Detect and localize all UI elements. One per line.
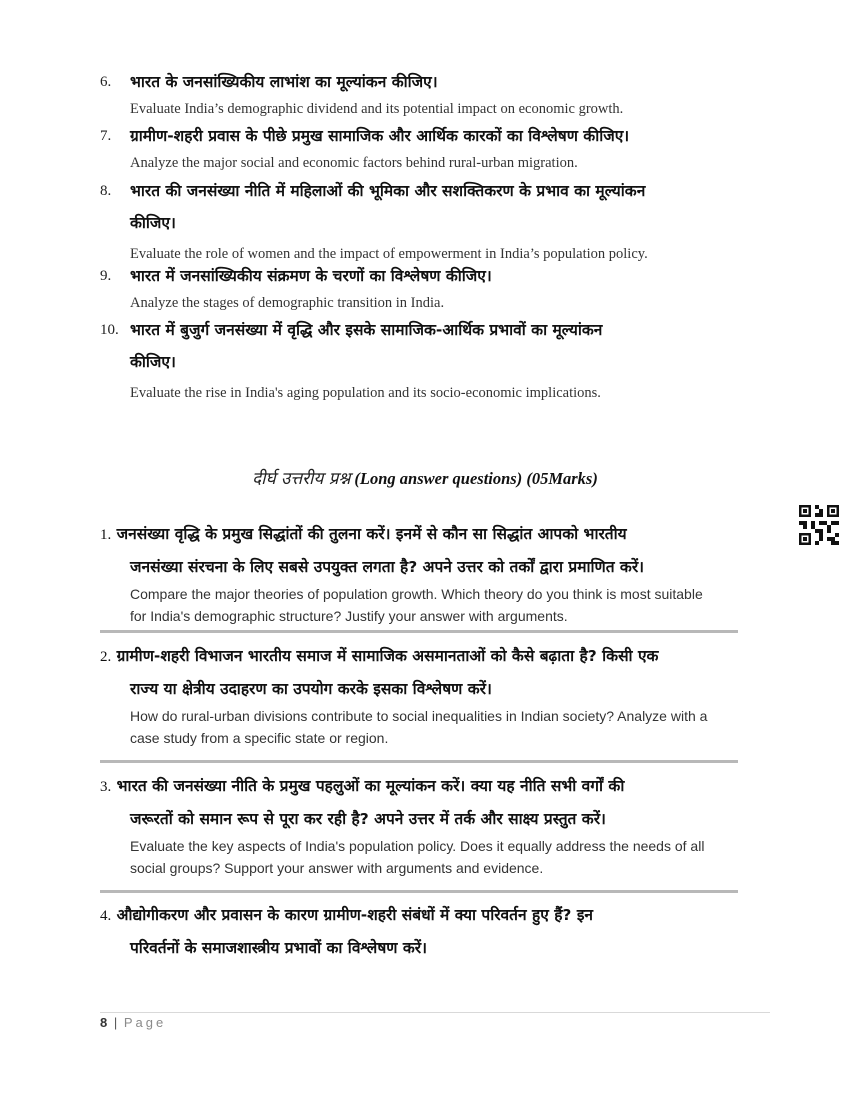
- page-number: 8: [100, 1015, 108, 1030]
- short-question-9: [100, 260, 760, 314]
- short-question-10: [100, 314, 760, 404]
- question-hindi-line-1: [100, 899, 770, 932]
- question-number: 10.: [100, 322, 119, 338]
- question-english: Evaluate the role of women and the impact of empowerment in India’s population policy.: [130, 246, 648, 262]
- qr-code-icon: [799, 505, 839, 545]
- question-hindi-line-1: भारत में बुजुर्ग जनसंख्या में वृद्धि और इसके सामाजिक-आर्थिक प्रभावों का मूल्यांकन: [130, 321, 603, 339]
- question-english-line-1: How do rural-urban divisions contribute to social inequalities in Indian society? Analyze with a: [130, 708, 708, 724]
- question-number: 2.: [100, 649, 112, 665]
- question-hindi-text: औद्योगीकरण और प्रवासन के कारण ग्रामीण-शहरी संबंधों में क्या परिवर्तन हुए हैं? इन: [116, 906, 594, 924]
- question-hindi: भारत के जनसांख्यिकीय लाभांश का मूल्यांकन कीजिए।: [130, 73, 438, 91]
- question-english: Analyze the stages of demographic transition in India.: [130, 295, 445, 311]
- question-hindi: ग्रामीण-शहरी प्रवास के पीछे प्रमुख सामाजिक और आर्थिक कारकों का विश्लेषण कीजिए।: [130, 127, 630, 145]
- section-title-hindi: दीर्घ उत्तरीय प्रश्न: [252, 469, 351, 489]
- question-hindi-line-2: जनसंख्या संरचना के लिए सबसे उपयुक्त लगता है? अपने उत्तर को तर्कों द्वारा प्रमाणित करें।: [130, 558, 645, 576]
- footer-separator: |: [113, 1015, 118, 1030]
- question-number: 4.: [100, 908, 112, 924]
- question-number: 7.: [100, 128, 112, 144]
- divider: [100, 630, 738, 633]
- long-question-4: [100, 899, 770, 964]
- question-hindi: भारत में जनसांख्यिकीय संक्रमण के चरणों का विश्लेषण कीजिए।: [130, 267, 492, 285]
- question-number: 6.: [100, 74, 112, 90]
- question-english: Analyze the major social and economic factors behind rural-urban migration.: [130, 155, 578, 171]
- short-question-7: [100, 120, 760, 174]
- question-hindi-line-2: परिवर्तनों के समाजशास्त्रीय प्रभावों का विश्लेषण करें।: [130, 939, 428, 957]
- question-english-line-2: for India's demographic structure? Justify your answer with arguments.: [130, 608, 568, 624]
- divider: [100, 760, 738, 763]
- short-question-8: [100, 175, 760, 265]
- question-english: Evaluate India’s demographic dividend and its potential impact on economic growth.: [130, 101, 624, 117]
- page-footer: [100, 1012, 770, 1030]
- question-english-line-1: Evaluate the key aspects of India's population policy. Does it equally address the needs of all: [130, 838, 705, 854]
- question-hindi-text: ग्रामीण-शहरी विभाजन भारतीय समाज में सामाजिक असमानताओं को कैसे बढ़ाता है? किसी एक: [116, 647, 659, 665]
- question-hindi-line-2: कीजिए।: [130, 214, 176, 232]
- short-question-6: [100, 66, 760, 120]
- question-hindi-text: भारत की जनसंख्या नीति के प्रमुख पहलुओं का मूल्यांकन करें। क्या यह नीति सभी वर्गों की: [116, 777, 625, 795]
- question-english-line-2: social groups? Support your answer with arguments and evidence.: [130, 860, 544, 876]
- question-english-line-2: case study from a specific state or region.: [130, 730, 389, 746]
- question-number: 3.: [100, 779, 112, 795]
- question-hindi-line-2: जरूरतों को समान रूप से पूरा कर रही है? अपने उत्तर में तर्क और साक्ष्य प्रस्तुत करें।: [130, 810, 606, 828]
- question-number: 1.: [100, 527, 112, 543]
- section-heading: [0, 466, 850, 489]
- question-hindi-line-1: [100, 518, 770, 551]
- page-label: Page: [123, 1015, 167, 1030]
- question-hindi-line-1: [100, 640, 770, 673]
- question-hindi-line-2: कीजिए।: [130, 353, 176, 371]
- question-hindi-line-1: भारत की जनसंख्या नीति में महिलाओं की भूमिका और सशक्तिकरण के प्रभाव का मूल्यांकन: [130, 182, 646, 200]
- long-question-3: [100, 770, 770, 879]
- question-english-line-1: Compare the major theories of population growth. Which theory do you think is most suitable: [130, 586, 703, 602]
- question-hindi-text: जनसंख्या वृद्धि के प्रमुख सिद्धांतों की तुलना करें। इनमें से कौन सा सिद्धांत आपको भारतीय: [116, 525, 627, 543]
- long-question-1: [100, 518, 770, 627]
- divider: [100, 890, 738, 893]
- question-number: 8.: [100, 183, 112, 199]
- long-question-2: [100, 640, 770, 749]
- section-title-english: (Long answer questions) (05Marks): [354, 469, 598, 488]
- question-english: Evaluate the rise in India's aging population and its socio-economic implications.: [130, 385, 601, 401]
- question-hindi-line-2: राज्य या क्षेत्रीय उदाहरण का उपयोग करके इसका विश्लेषण करें।: [130, 680, 492, 698]
- question-number: 9.: [100, 268, 112, 284]
- question-hindi-line-1: [100, 770, 770, 803]
